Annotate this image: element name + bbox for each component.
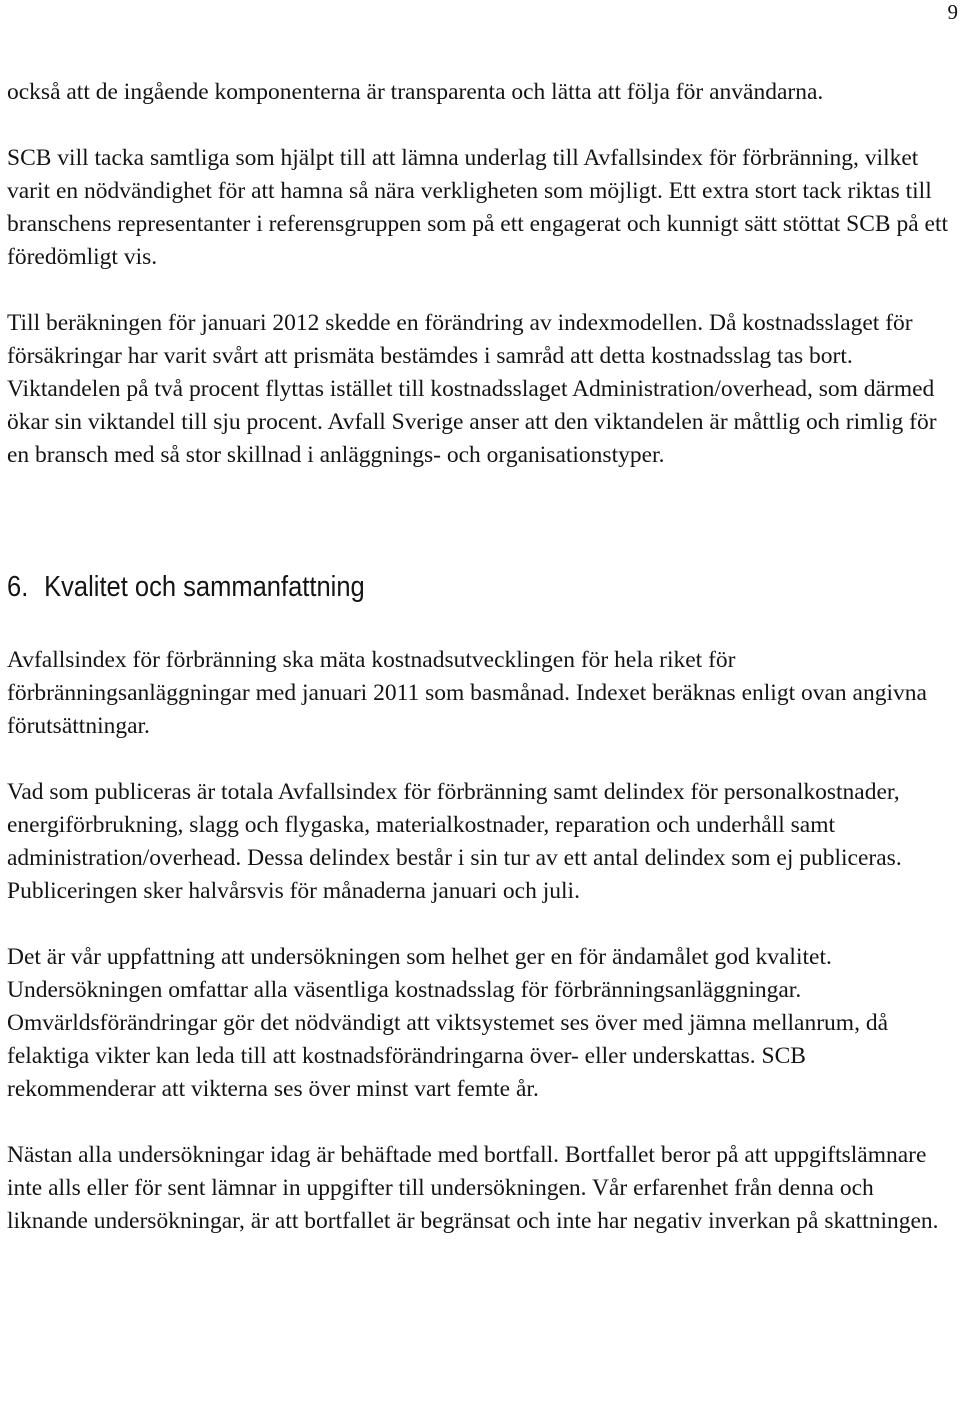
paragraph-nonresponse: Nästan alla undersökningar idag är behäftade med bortfall. Bortfallet beror på att uppgiftslämnare inte alls eller för sent lämnar in uppgifter till undersökningen. Vår erfarenhet från denna och liknande undersökningar, är att bortfallet är begränsat och inte har negativ inverkan på skattningen. (7, 1142, 939, 1234)
paragraph-acknowledgement: SCB vill tacka samtliga som hjälpt till att lämna underlag till Avfallsindex för förbränning, vilket varit en nödvändighet för att hamna så nära verkligheten som möjligt. Ett extra stort tack riktas till branschens representanter i referensgruppen som på ett engagerat och kunnigt sätt stöttat SCB på ett föredömligt vis. (7, 145, 949, 270)
paragraph-intro-continuation: också att de ingående komponenterna är transparenta och lätta att följa för användarna. (7, 79, 824, 105)
paragraph-publication: Vad som publiceras är totala Avfallsindex för förbränning samt delindex för personalkostnader, energiförbrukning, slagg och flygaska, materialkostnader, reparation och underhåll samt administration/overhead. Dessa delindex består i sin tur av ett antal delindex som ej publiceras. Publiceringen sker halvårsvis för månaderna januari och juli. (7, 779, 902, 904)
section-number: 6. (7, 571, 29, 603)
paragraph-index-purpose: Avfallsindex för förbränning ska mäta kostnadsutvecklingen för hela riket för förbränningsanläggningar med januari 2011 som basmånad. Indexet beräknas enligt ovan angivna förutsättningar. (7, 647, 927, 739)
paragraph-model-change: Till beräkningen för januari 2012 skedde en förändring av indexmodellen. Då kostnadsslaget för försäkringar har varit svårt att prismäta bestämdes i samråd att detta kostnadsslag tas bort. Viktandelen på två procent flyttas istället till kostnadsslaget Administration/overhead, som därmed ökar sin viktandel till sju procent. Avfall Sverige anser att den viktandelen är måttlig och rimlig för en bransch med så stor skillnad i anläggnings- och organisationstyper. (7, 310, 937, 468)
page-number: 9 (947, 0, 958, 24)
section-title: Kvalitet och sammanfattning (44, 571, 365, 603)
document-body (7, 76, 955, 1238)
paragraph-quality: Det är vår uppfattning att undersökningen som helhet ger en för ändamålet god kvalitet. Undersökningen omfattar alla väsentliga kostnadsslag för förbränningsanläggningar. Omvärldsförändringar gör det nödvändigt att viktsystemet ses över med jämna mellanrum, då felaktiga vikter kan leda till att kostnadsförändringarna över- eller underskattas. SCB rekommenderar att vikterna ses över minst vart femte år. (7, 944, 889, 1102)
section-heading (7, 569, 841, 605)
